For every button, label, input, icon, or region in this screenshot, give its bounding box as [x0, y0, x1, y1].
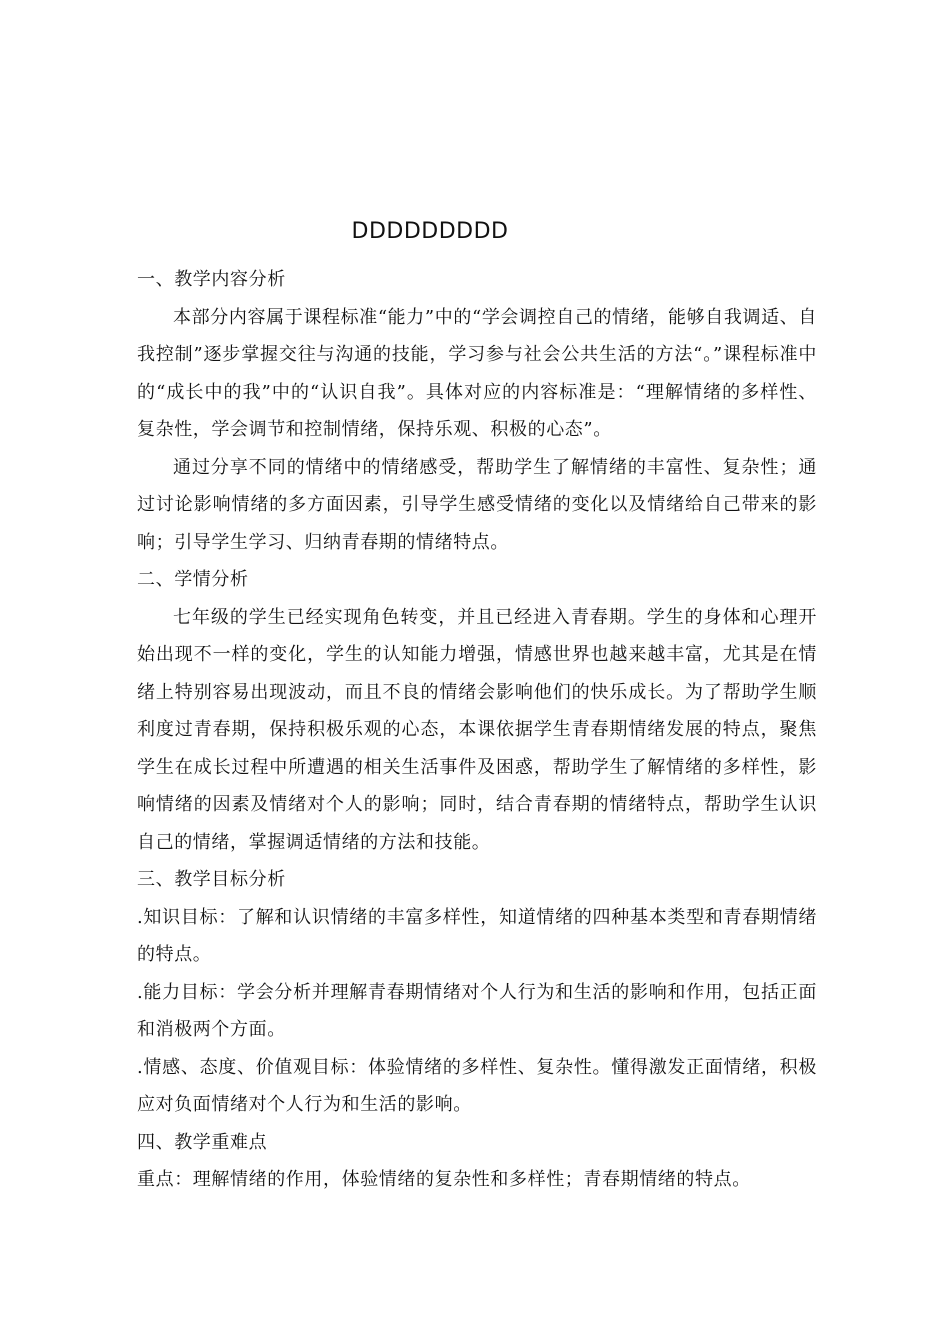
document-title: DDDDDDDDD — [351, 219, 509, 244]
section-heading-content-analysis: 一、教学内容分析 — [137, 269, 286, 290]
objective-knowledge: .知识目标：了解和认识情绪的丰富多样性，知道情绪的四种基本类型和青春期情绪的特点。 — [137, 906, 817, 965]
paragraph: 通过分享不同的情绪中的情绪感受，帮助学生了解情绪的丰富性、复杂性；通过讨论影响情绪的多方面因素，引导学生感受情绪的变化以及情绪给自己带来的影响；引导学生学习、归纳青春期的情绪特点。 — [137, 456, 817, 553]
paragraph: 七年级的学生已经实现角色转变，并且已经进入青春期。学生的身体和心理开始出现不一样的变化，学生的认知能力增强，情感世界也越来越丰富，尤其是在情绪上特别容易出现波动，而且不良的情绪会影响他们的快乐成长。为了帮助学生顺利度过青春期，保持积极乐观的心态，本课依据学生青春期情绪发展的特点，聚焦学生在成长过程中所遭遇的相关生活事件及困惑，帮助学生了解情绪的多样性，影响情绪的因素及情绪对个人的影响；同时，结合青春期的情绪特点，帮助学生认识自己的情绪，掌握调适情绪的方法和技能。 — [137, 606, 817, 853]
objective-ability: .能力目标：学会分析并理解青春期情绪对个人行为和生活的影响和作用，包括正面和消极两个方面。 — [137, 981, 817, 1040]
section-heading-objectives: 三、教学目标分析 — [137, 869, 286, 890]
key-point: 重点：理解情绪的作用，体验情绪的复杂性和多样性；青春期情绪的特点。 — [137, 1169, 751, 1190]
section-heading-student-analysis: 二、学情分析 — [137, 569, 249, 590]
paragraph: 本部分内容属于课程标准“能力”中的“学会调控自己的情绪，能够自我调适、自我控制”逐步掌握交往与沟通的技能，学习参与社会公共生活的方法“。”课程标准中的“成长中的我”中的“认识自我”。具体对应的内容标准是：“理解情绪的多样性、复杂性，学会调节和控制情绪，保持乐观、积极的心态”。 — [137, 306, 817, 440]
objective-attitude: .情感、态度、价值观目标：体验情绪的多样性、复杂性。懂得激发正面情绪，积极应对负面情绪对个人行为和生活的影响。 — [137, 1056, 817, 1115]
document-body — [137, 261, 817, 1199]
section-heading-key-points: 四、教学重难点 — [137, 1131, 268, 1153]
